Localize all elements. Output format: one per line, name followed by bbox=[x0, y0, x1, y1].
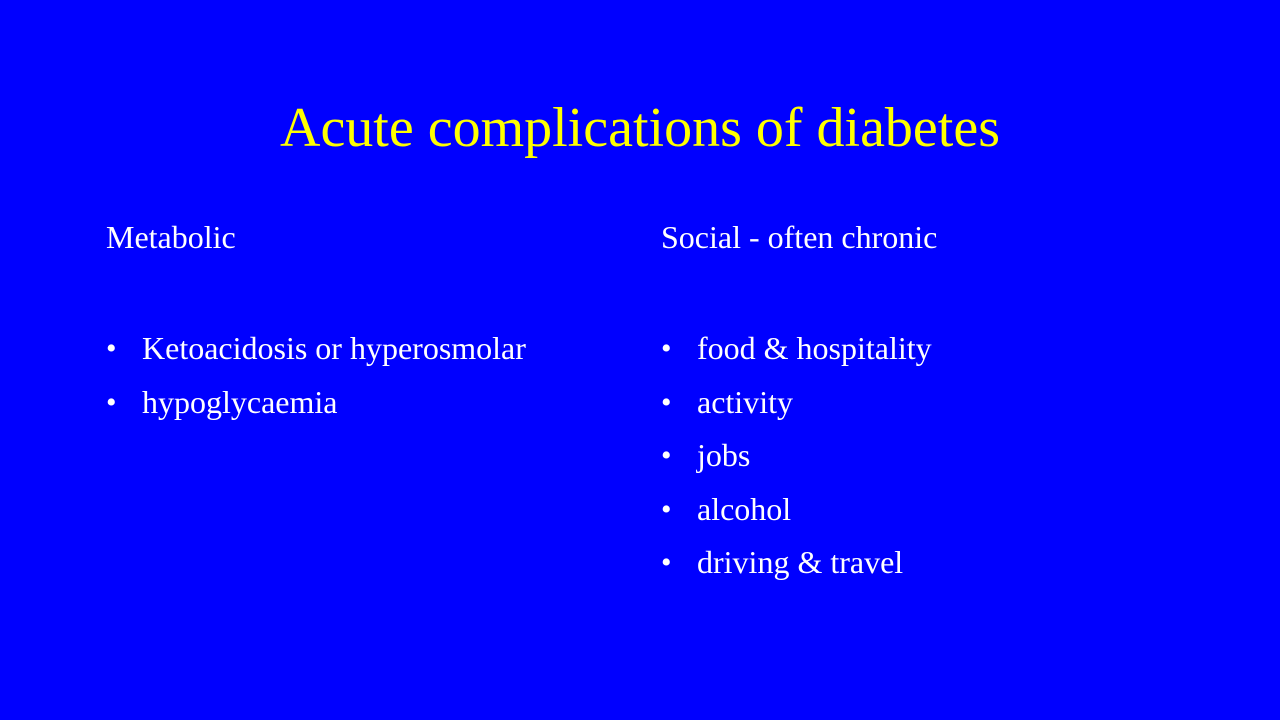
bullet-icon: • bbox=[661, 439, 672, 472]
list-item bbox=[661, 483, 932, 537]
list-item bbox=[106, 376, 526, 430]
list-item bbox=[661, 376, 932, 430]
list-item-label: food & hospitality bbox=[697, 330, 932, 366]
list-item-label: activity bbox=[697, 383, 793, 420]
bullet-icon: • bbox=[661, 546, 672, 579]
list-item bbox=[661, 322, 932, 376]
bullet-icon: • bbox=[106, 332, 117, 365]
social-heading: Social - often chronic bbox=[661, 219, 938, 255]
bullet-icon: • bbox=[661, 385, 672, 419]
bullet-icon: • bbox=[106, 385, 117, 419]
metabolic-heading: Metabolic bbox=[106, 219, 236, 255]
list-item bbox=[661, 429, 932, 483]
list-item bbox=[661, 536, 932, 590]
list-item-label: Ketoacidosis or hyperosmolar bbox=[142, 330, 526, 366]
slide-title: Acute complications of diabetes bbox=[280, 97, 1000, 159]
social-column bbox=[661, 216, 1221, 580]
bullet-icon: • bbox=[661, 332, 672, 365]
metabolic-column bbox=[106, 216, 626, 420]
list-item-label: jobs bbox=[697, 437, 751, 473]
list-item-label: alcohol bbox=[697, 490, 792, 527]
social-list bbox=[661, 322, 932, 590]
list-item bbox=[106, 322, 526, 376]
list-item-label: hypoglycaemia bbox=[142, 383, 338, 420]
bullet-icon: • bbox=[661, 492, 672, 526]
metabolic-list bbox=[106, 322, 526, 429]
list-item-label: driving & travel bbox=[697, 544, 904, 580]
